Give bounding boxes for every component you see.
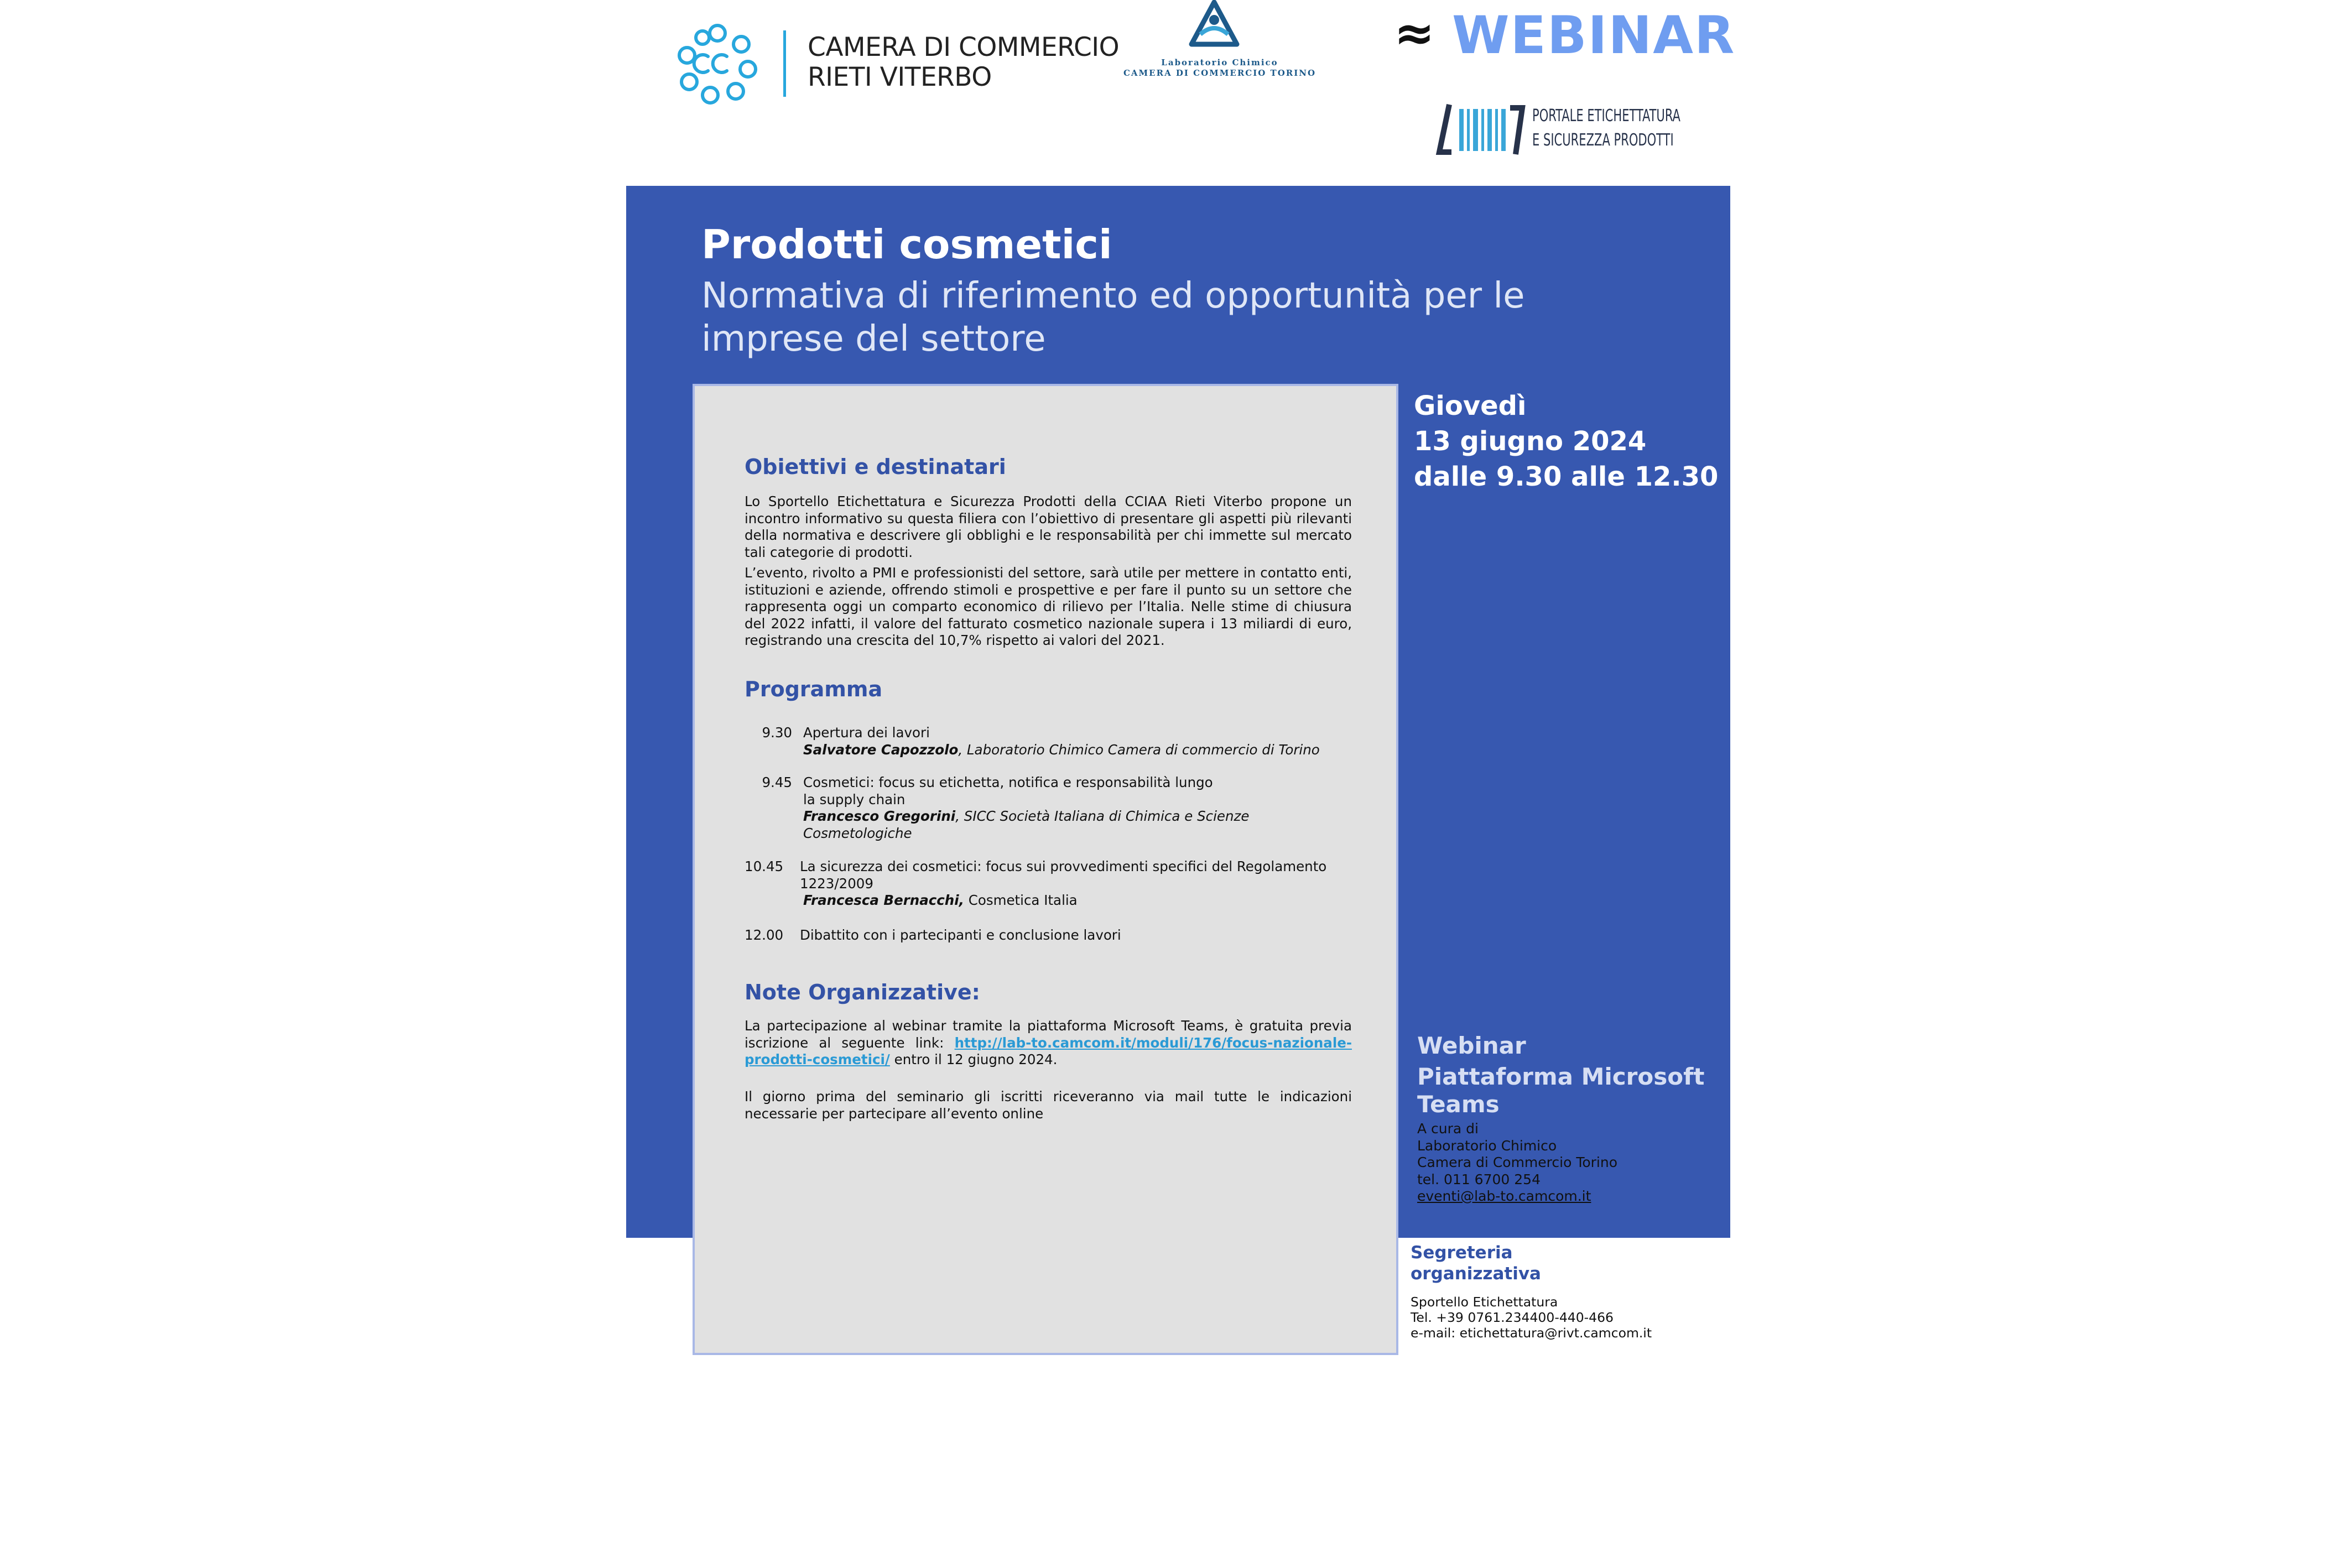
- programme-item: [803, 774, 1356, 842]
- registration-link[interactable]: http://lab-to.camcom.it/moduli/176/focus-nazionale-prodotti-cosmetici/: [745, 1034, 1352, 1067]
- speaker-affiliation: , Laboratorio Chimico Camera di commercio di Torino: [958, 741, 1320, 758]
- notes-paragraph-1: [745, 1018, 1352, 1069]
- programme-item-topic: Dibattito con i partecipanti e conclusione lavori: [800, 927, 1121, 943]
- programme-item-topic-line2: la supply chain: [803, 791, 906, 808]
- event-time: dalle 9.30 alle 12.30: [1414, 461, 1719, 492]
- speaker-affiliation: , SICC Società Italiana di Chimica e Scienze: [955, 808, 1250, 824]
- laboratorio-chimico-logo-icon: [1184, 0, 1245, 50]
- lab-name-line1: Laboratorio Chimico: [1161, 58, 1278, 67]
- programme-item-speaker-line: [803, 808, 1356, 825]
- speaker-name: Salvatore Capozzolo: [803, 741, 959, 758]
- programme-heading: Programma: [745, 677, 883, 701]
- secretariat-info: [1411, 1294, 1652, 1341]
- organizer-line1: A cura di: [1417, 1121, 1479, 1137]
- organizer-phone: tel. 011 6700 254: [1417, 1171, 1541, 1187]
- organizer-info: [1417, 1121, 1617, 1205]
- webinar-label: WEBINAR: [1452, 6, 1736, 66]
- programme-item: [803, 725, 1356, 758]
- lab-name-line2: CAMERA DI COMMERCIO TORINO: [1123, 68, 1317, 78]
- event-date: 13 giugno 2024: [1414, 426, 1647, 457]
- notes-deadline: entro il 12 giugno 2024.: [889, 1051, 1058, 1067]
- secretariat-heading-line2: organizzativa: [1411, 1264, 1541, 1284]
- programme-item-topic-line1: La sicurezza dei cosmetici: focus sui provvedimenti specifici del Regolamento: [800, 858, 1327, 874]
- secretariat-email: e-mail: etichettatura@rivt.camcom.it: [1411, 1325, 1652, 1341]
- speaker-affiliation: Cosmetica Italia: [964, 892, 1078, 908]
- chamber-name-line2: RIETI VITERBO: [808, 62, 992, 92]
- programme-item-time: 10.45: [745, 858, 784, 874]
- notes-heading: Note Organizzative:: [745, 980, 980, 1004]
- programme-item-time: 9.45: [762, 774, 792, 790]
- speaker-affiliation-line2: Cosmetologiche: [803, 825, 912, 841]
- event-day: Giovedì: [1414, 390, 1527, 421]
- programme-item-time: 9.30: [762, 725, 792, 741]
- speaker-name: Francesco Gregorini: [803, 808, 956, 824]
- webinar-symbol: ≈: [1394, 4, 1435, 61]
- subtitle-line2: imprese del settore: [701, 319, 1046, 360]
- chamber-of-commerce-logo-icon: [676, 22, 759, 105]
- notes-paragraph-2: Il giorno prima del seminario gli iscritti riceveranno via mail tutte le indicazioni necessarie per partecipare all’evento online: [745, 1088, 1352, 1122]
- programme-item-topic-line2: 1223/2009: [800, 875, 873, 892]
- subtitle-line1: Normativa di riferimento ed opportunità per le: [701, 275, 1525, 316]
- objectives-paragraph-2: L’evento, rivolto a PMI e professionisti del settore, sarà utile per mettere in contatto enti, istituzioni e aziende, offrendo stimoli e prospettive e per fare il punto su un settore che rappresenta oggi un comparto economico di rilievo per l’Italia. Nelle stime di chiusura del 2022 infatti, il valore del fatturato cosmetico nazionale supera i 13 miliardi di euro, registrando una crescita del 10,7% rispetto ai valori del 2021.: [745, 565, 1352, 648]
- portale-etichettatura-logo-icon: [1433, 102, 1527, 158]
- notes-text: La partecipazione al webinar tramite la piattaforma Microsoft Teams, è gratuita previa iscrizione al seguente link:: [745, 1018, 1352, 1051]
- programme-item-topic-line1: Cosmetici: focus su etichetta, notifica e responsabilità lungo: [803, 774, 1213, 790]
- header-divider: [783, 30, 786, 97]
- secretariat-phone: Tel. +39 0761.234400-440-466: [1411, 1310, 1614, 1325]
- side-webinar-label: Webinar: [1417, 1032, 1526, 1059]
- programme-item-topic: Apertura dei lavori: [803, 725, 930, 741]
- speaker-name: Francesca Bernacchi,: [803, 892, 964, 908]
- portale-name-line1: PORTALE ETICHETTATURA: [1532, 106, 1680, 126]
- programme-item-speaker-line: [800, 892, 1353, 909]
- portale-name-line2: E SICUREZZA PRODOTTI: [1532, 131, 1674, 150]
- objectives-paragraph-1: Lo Sportello Etichettatura e Sicurezza Prodotti della CCIAA Rieti Viterbo propone un incontro informativo su questa filiera con l’obiettivo di presentare gli aspetti più rilevanti della normativa e descrivere gli obblighi e le responsabilità per chi immette sul mercato tali categorie di prodotti.: [745, 493, 1352, 560]
- chamber-name-line1: CAMERA DI COMMERCIO: [808, 32, 1120, 62]
- secretariat-heading-line1: Segreteria: [1411, 1243, 1513, 1263]
- secretariat-office: Sportello Etichettatura: [1411, 1294, 1558, 1310]
- organizer-line2: Laboratorio Chimico: [1417, 1137, 1557, 1154]
- page-title: Prodotti cosmetici: [701, 221, 1112, 268]
- objectives-heading: Obiettivi e destinatari: [745, 455, 1006, 479]
- organizer-email-link[interactable]: eventi@lab-to.camcom.it: [1417, 1188, 1591, 1204]
- secretariat-heading: [1411, 1242, 1541, 1284]
- organizer-line3: Camera di Commercio Torino: [1417, 1154, 1617, 1170]
- programme-item: [800, 858, 1353, 909]
- programme-item-speaker-line: [803, 742, 1356, 759]
- side-platform-label: Piattaforma Microsoft Teams: [1417, 1063, 1705, 1118]
- programme-item: [800, 927, 1353, 944]
- programme-item-time: 12.00: [745, 927, 784, 943]
